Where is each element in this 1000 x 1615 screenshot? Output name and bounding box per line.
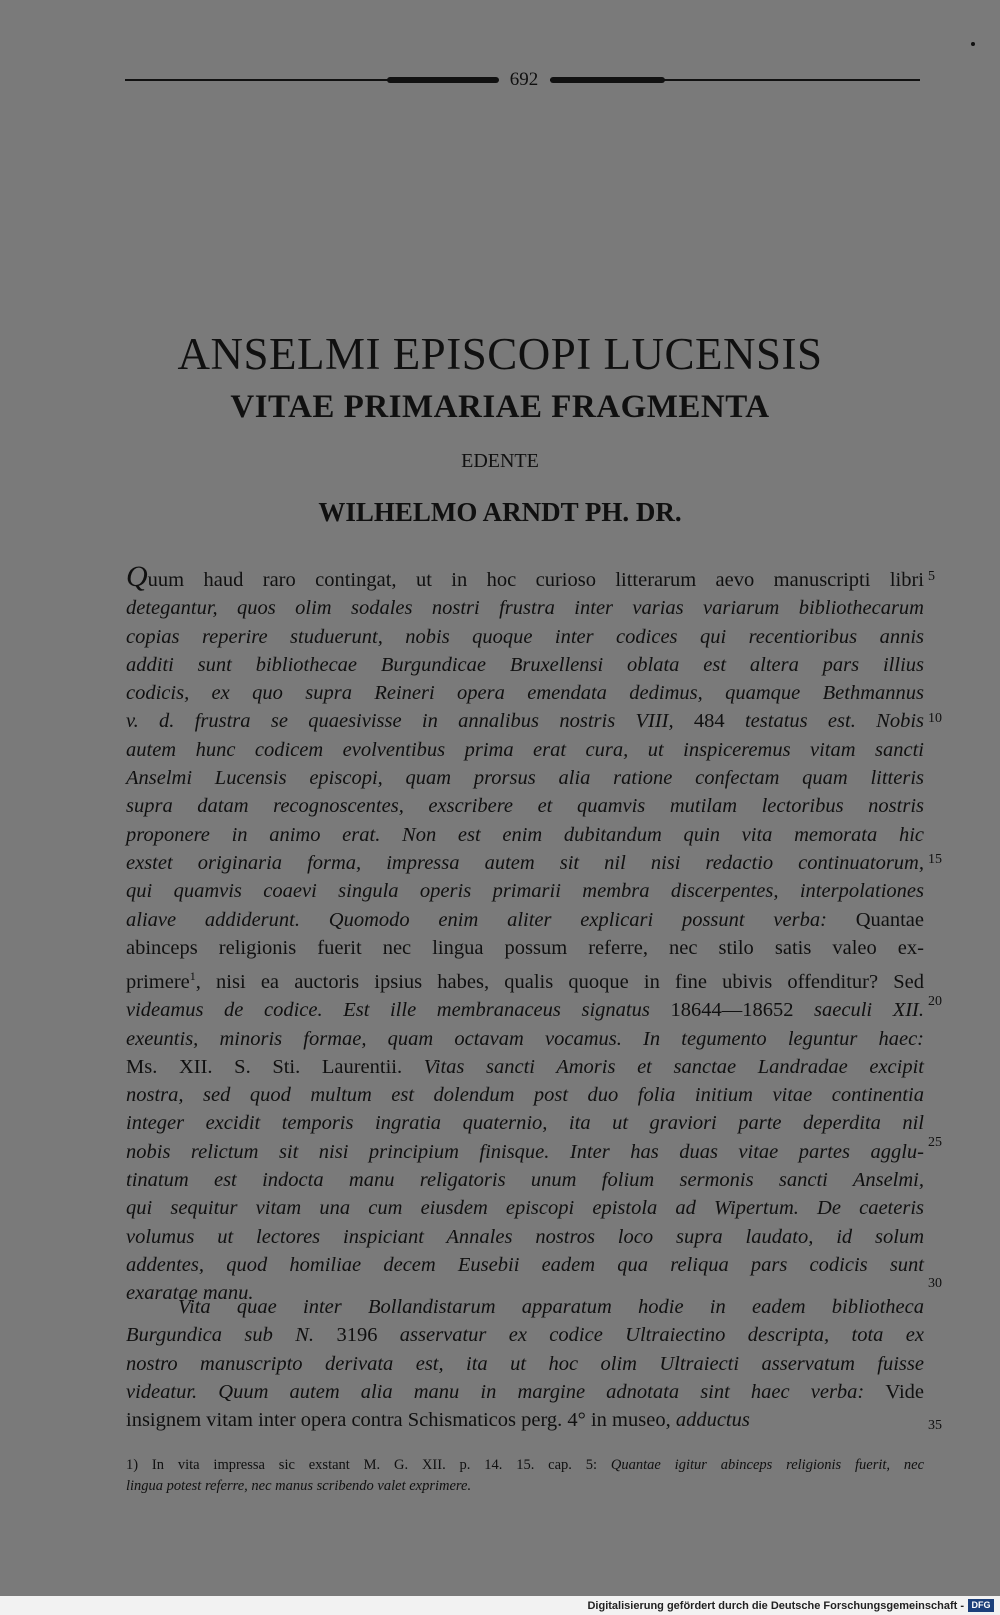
text-line xyxy=(126,1025,924,1053)
italic-text: Vitas sancti Amoris et sanctae Landradae excipit xyxy=(402,1055,924,1078)
text-line xyxy=(126,679,924,707)
italic-text: exstet originaria forma, impressa autem sit nil nisi redactio continuatorum, xyxy=(126,851,924,874)
text-line xyxy=(126,1109,924,1137)
header-rule-left-ornament xyxy=(387,77,499,83)
text-line xyxy=(126,821,924,849)
text-line xyxy=(126,1251,924,1279)
line-number: 15 xyxy=(928,852,942,867)
text-line xyxy=(126,651,924,679)
line-number: 35 xyxy=(928,1418,942,1433)
upright-text: insignem vitam inter opera contra Schismaticos perg. 4° in museo, xyxy=(126,1409,671,1432)
text-line xyxy=(126,849,924,877)
italic-text: asservatur ex codice Ultraiectino descripta, tota ex xyxy=(377,1324,925,1347)
text-line xyxy=(126,792,924,820)
scan-speck xyxy=(971,42,975,46)
paragraph-1 xyxy=(126,560,925,1308)
upright-text: 18644—18652 xyxy=(670,999,794,1022)
line-number: 10 xyxy=(928,711,942,726)
italic-text: videatur. Quum autem alia manu in margine adnotata sint haec verba: xyxy=(126,1380,886,1403)
upright-text: uum haud raro contingat, ut in hoc curioso litterarum aevo manuscripti libri xyxy=(147,569,924,591)
italic-text: supra datam recognoscentes, exscribere et quamvis mutilam lectoribus nostris xyxy=(126,795,924,818)
italic-text: aliave addiderunt. Quomodo enim aliter explicari possunt verba: xyxy=(126,908,856,931)
italic-text: copias reperire studuerunt, nobis quoque inter codices qui recentioribus annis xyxy=(126,625,924,648)
upright-text: Ms. XII. S. Sti. Laurentii. xyxy=(126,1055,403,1078)
upright-text: Vide xyxy=(885,1380,924,1403)
italic-text: autem hunc codicem evolventibus prima erat cura, ut inspiceremus vitam sancti xyxy=(126,738,924,761)
upright-text: 484 xyxy=(693,710,725,733)
text-line xyxy=(126,906,924,934)
italic-text: nobis relictum sit nisi principium finisque. Inter has duas vitae partes agglu- xyxy=(126,1140,924,1163)
text-line xyxy=(126,560,924,594)
upright-text: 3196 xyxy=(336,1324,378,1347)
text-line xyxy=(126,1081,924,1109)
italic-text: exeuntis, minoris formae, quam octavam vocamus. In tegumento leguntur haec: xyxy=(126,1027,924,1050)
line-number: 20 xyxy=(928,994,942,1009)
line-number: 5 xyxy=(928,569,935,584)
upright-text: Quantae xyxy=(855,908,924,931)
italic-text: adductus xyxy=(670,1409,750,1432)
footnote-text: 1) In vita impressa sic exstant M. G. XII. p. 14. 15. cap. 5: xyxy=(126,1457,611,1473)
text-line xyxy=(126,1406,924,1434)
text-line xyxy=(126,1194,924,1222)
upright-text: abinceps religionis fuerit nec lingua possum referre, nec stilo satis valeo ex- xyxy=(126,936,924,959)
editor-name: WILHELMO ARNDT PH. DR. xyxy=(318,497,682,527)
text-line xyxy=(126,962,924,996)
text-line xyxy=(126,1053,924,1081)
italic-text: Anselmi Lucensis episcopi, quam prorsus alia ratione confectam quam litteris xyxy=(126,767,924,790)
upright-text: primere xyxy=(126,970,190,993)
edente-label: EDENTE xyxy=(461,450,539,472)
footnote xyxy=(126,1455,924,1497)
text-line xyxy=(126,623,924,651)
title-line-2: VITAE PRIMARIAE FRAGMENTA xyxy=(230,389,770,425)
text-line xyxy=(126,707,924,735)
title-line-1: ANSELMI EPISCOPI LUCENSIS xyxy=(177,329,823,379)
italic-text: saeculi XII. xyxy=(793,999,925,1022)
italic-text: qui quamvis coaevi singula operis primarii membra discerpentes, interpolationes xyxy=(126,880,924,903)
text-line xyxy=(126,1378,924,1406)
italic-text: nostro manuscripto derivata est, ita ut hoc olim Ultraiecti asservatum fuisse xyxy=(126,1352,924,1375)
text-line xyxy=(126,877,924,905)
initial-letter: Q xyxy=(126,560,148,593)
funding-credit: Digitalisierung gefördert durch die Deutsche Forschungsgemeinschaft - xyxy=(587,1600,964,1612)
text-line xyxy=(126,934,924,962)
text-line xyxy=(126,1166,924,1194)
text-line xyxy=(126,1293,924,1321)
text-line xyxy=(126,594,924,622)
italic-text: testatus est. Nobis xyxy=(724,710,924,733)
italic-text: tinatum est indocta manu religatoris unum folium sermonis sancti Anselmi, xyxy=(126,1169,924,1192)
italic-text: proponere in animo erat. Non est enim dubitandum quin vita memorata hic xyxy=(126,823,924,846)
italic-text: codicis, ex quo supra Reineri opera emendata dedimus, quamque Bethmannus xyxy=(126,682,924,705)
text-line xyxy=(126,1138,924,1166)
italic-text: nostra, sed quod multum est dolendum post duo folia initium vitae continentia xyxy=(126,1084,924,1107)
footnote-quote-cont: lingua potest referre, nec manus scribendo valet exprimere. xyxy=(126,1478,472,1494)
text-line xyxy=(126,736,924,764)
line-number: 25 xyxy=(928,1135,942,1150)
italic-text: videamus de codice. Est ille membranaceus signatus xyxy=(126,999,671,1022)
footnote-quote: Quantae igitur abinceps religionis fuerit, nec xyxy=(610,1457,925,1473)
upright-text: , nisi ea auctoris ipsius habes, qualis quoque in fine ubivis offenditur? Sed xyxy=(195,970,924,993)
dfg-logo: DFG xyxy=(968,1599,994,1612)
text-line xyxy=(126,1321,924,1349)
page-header xyxy=(125,68,920,92)
text-line xyxy=(126,1223,924,1251)
text-line xyxy=(126,996,924,1024)
header-rule-right-ornament xyxy=(550,77,665,83)
italic-text: additi sunt bibliothecae Burgundicae Bruxellensi oblata est altera pars illius xyxy=(126,653,924,676)
italic-text: Vita quae inter Bollandistarum apparatum hodie in eadem bibliotheca xyxy=(178,1296,924,1318)
italic-text: addentes, quod homiliae decem Eusebii eadem qua reliqua pars codicis sunt xyxy=(126,1253,924,1276)
footnote-ref: 1 xyxy=(189,969,196,984)
italic-text: v. d. frustra se quaesivisse in annalibus nostris VIII, xyxy=(126,710,694,733)
italic-text: volumus ut lectores inspiciant Annales nostros loco supra laudato, id solum xyxy=(126,1225,924,1248)
paragraph-2 xyxy=(126,1293,924,1434)
italic-text: exaratae manu. xyxy=(126,1282,254,1305)
text-line xyxy=(126,764,924,792)
italic-text: qui sequitur vitam una cum eiusdem episcopi epistola ad Wipertum. De caeteris xyxy=(126,1197,924,1220)
line-number: 30 xyxy=(928,1276,942,1291)
text-line xyxy=(126,1350,924,1378)
italic-text: Burgundica sub N. xyxy=(126,1324,337,1347)
italic-text: detegantur, quos olim sodales nostri frustra inter varias variarum bibliothecarum xyxy=(126,597,924,620)
italic-text: integer excidit temporis ingratia quaternio, ita ut graviori parte deperdita nil xyxy=(126,1112,924,1135)
page-number: 692 xyxy=(509,69,539,90)
